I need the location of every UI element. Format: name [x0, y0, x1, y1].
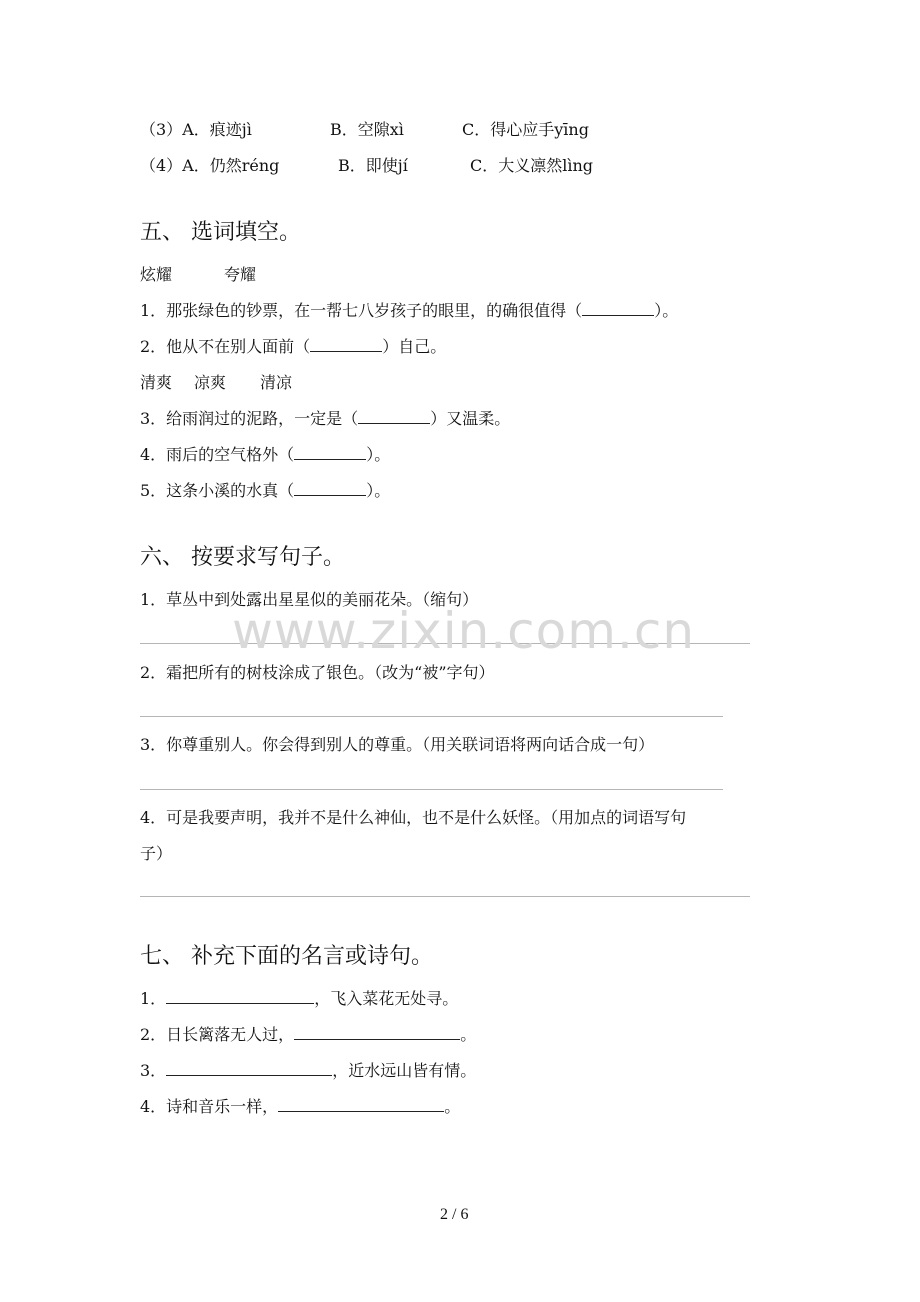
question-text: ）又温柔。: [430, 409, 511, 428]
answer-line[interactable]: [140, 789, 723, 790]
page-number: 2 / 6: [440, 1206, 469, 1223]
word-choice: 炫耀: [140, 265, 173, 284]
rewrite-question-2: 2．霜把所有的树枝涂成了银色。（改为“被”字句）: [140, 663, 495, 682]
question-text: ）。: [366, 445, 391, 464]
option-c: C．大义凛然lìng: [470, 156, 594, 175]
question-text: 。: [444, 1097, 461, 1116]
rewrite-question-4-cont: 子）: [140, 844, 173, 863]
answer-blank[interactable]: [166, 989, 314, 1004]
poem-question-1: [140, 989, 458, 1009]
poem-question-4: [140, 1097, 460, 1117]
rewrite-question-4: 4．可是我要声明，我并不是什么神仙，也不是什么妖怪。（用加点的词语写句: [140, 808, 687, 827]
answer-blank[interactable]: [294, 445, 366, 460]
fill-question-1: [140, 301, 678, 321]
answer-blank[interactable]: [294, 1025, 460, 1040]
section-title-6: 六、 按要求写句子。: [140, 545, 345, 570]
option-a: A．痕迹jì: [182, 120, 252, 139]
watermark: www.zixin.com.cn: [232, 602, 696, 660]
fill-question-5: [140, 481, 390, 501]
fill-question-4: [140, 445, 390, 465]
answer-line[interactable]: [140, 716, 723, 717]
question-text: ）自己。: [382, 337, 447, 356]
option-b: B．即使jí: [338, 156, 408, 175]
question-text: ）。: [654, 301, 679, 320]
question-text: 2．日长篱落无人过，: [140, 1025, 295, 1044]
option-b: B．空隙xì: [330, 120, 404, 139]
section-title-5: 五、 选词填空。: [140, 220, 301, 245]
word-choice: 凉爽: [194, 373, 227, 392]
question-text: 2．他从不在别人面前（: [140, 337, 311, 356]
answer-line[interactable]: [140, 896, 750, 897]
section-title-7: 七、 补充下面的名言或诗句。: [140, 944, 433, 969]
question-text: 1．那张绿色的钞票，在一帮七八岁孩子的眼里，的确很值得（: [140, 301, 583, 320]
question-text: 3．: [140, 1061, 167, 1080]
answer-blank[interactable]: [294, 481, 366, 496]
pinyin-row-4: [140, 156, 279, 176]
question-text: 。: [460, 1025, 477, 1044]
question-text: 3．给雨润过的泥路，一定是（: [140, 409, 359, 428]
word-choice: 清凉: [260, 373, 293, 392]
answer-blank[interactable]: [310, 337, 382, 352]
rewrite-question-3: 3．你尊重别人。你会得到别人的尊重。（用关联词语将两向话合成一句）: [140, 735, 655, 754]
pinyin-row-3: [140, 120, 252, 140]
option-c: C．得心应手yīng: [462, 120, 589, 139]
fill-question-2: [140, 337, 446, 357]
answer-blank[interactable]: [582, 301, 654, 316]
option-a: A．仍然réng: [182, 156, 280, 175]
answer-blank[interactable]: [278, 1097, 444, 1112]
poem-question-3: [140, 1061, 476, 1081]
question-text: ，飞入菜花无处寻。: [314, 989, 459, 1008]
question-text: 4．诗和音乐一样，: [140, 1097, 279, 1116]
poem-question-2: [140, 1025, 476, 1045]
rewrite-question-1: 1．草丛中到处露出星星似的美丽花朵。（缩句）: [140, 590, 479, 609]
answer-blank[interactable]: [358, 409, 430, 424]
word-choice: 夸耀: [224, 265, 257, 284]
row-index: （3）: [140, 120, 183, 139]
question-text: 5．这条小溪的水真（: [140, 481, 295, 500]
question-text: 4．雨后的空气格外（: [140, 445, 295, 464]
answer-blank[interactable]: [166, 1061, 332, 1076]
question-text: 1．: [140, 989, 167, 1008]
row-index: （4）: [140, 156, 183, 175]
question-text: ）。: [366, 481, 391, 500]
word-choice: 清爽: [140, 373, 173, 392]
question-text: ，近水远山皆有情。: [332, 1061, 477, 1080]
fill-question-3: [140, 409, 510, 429]
